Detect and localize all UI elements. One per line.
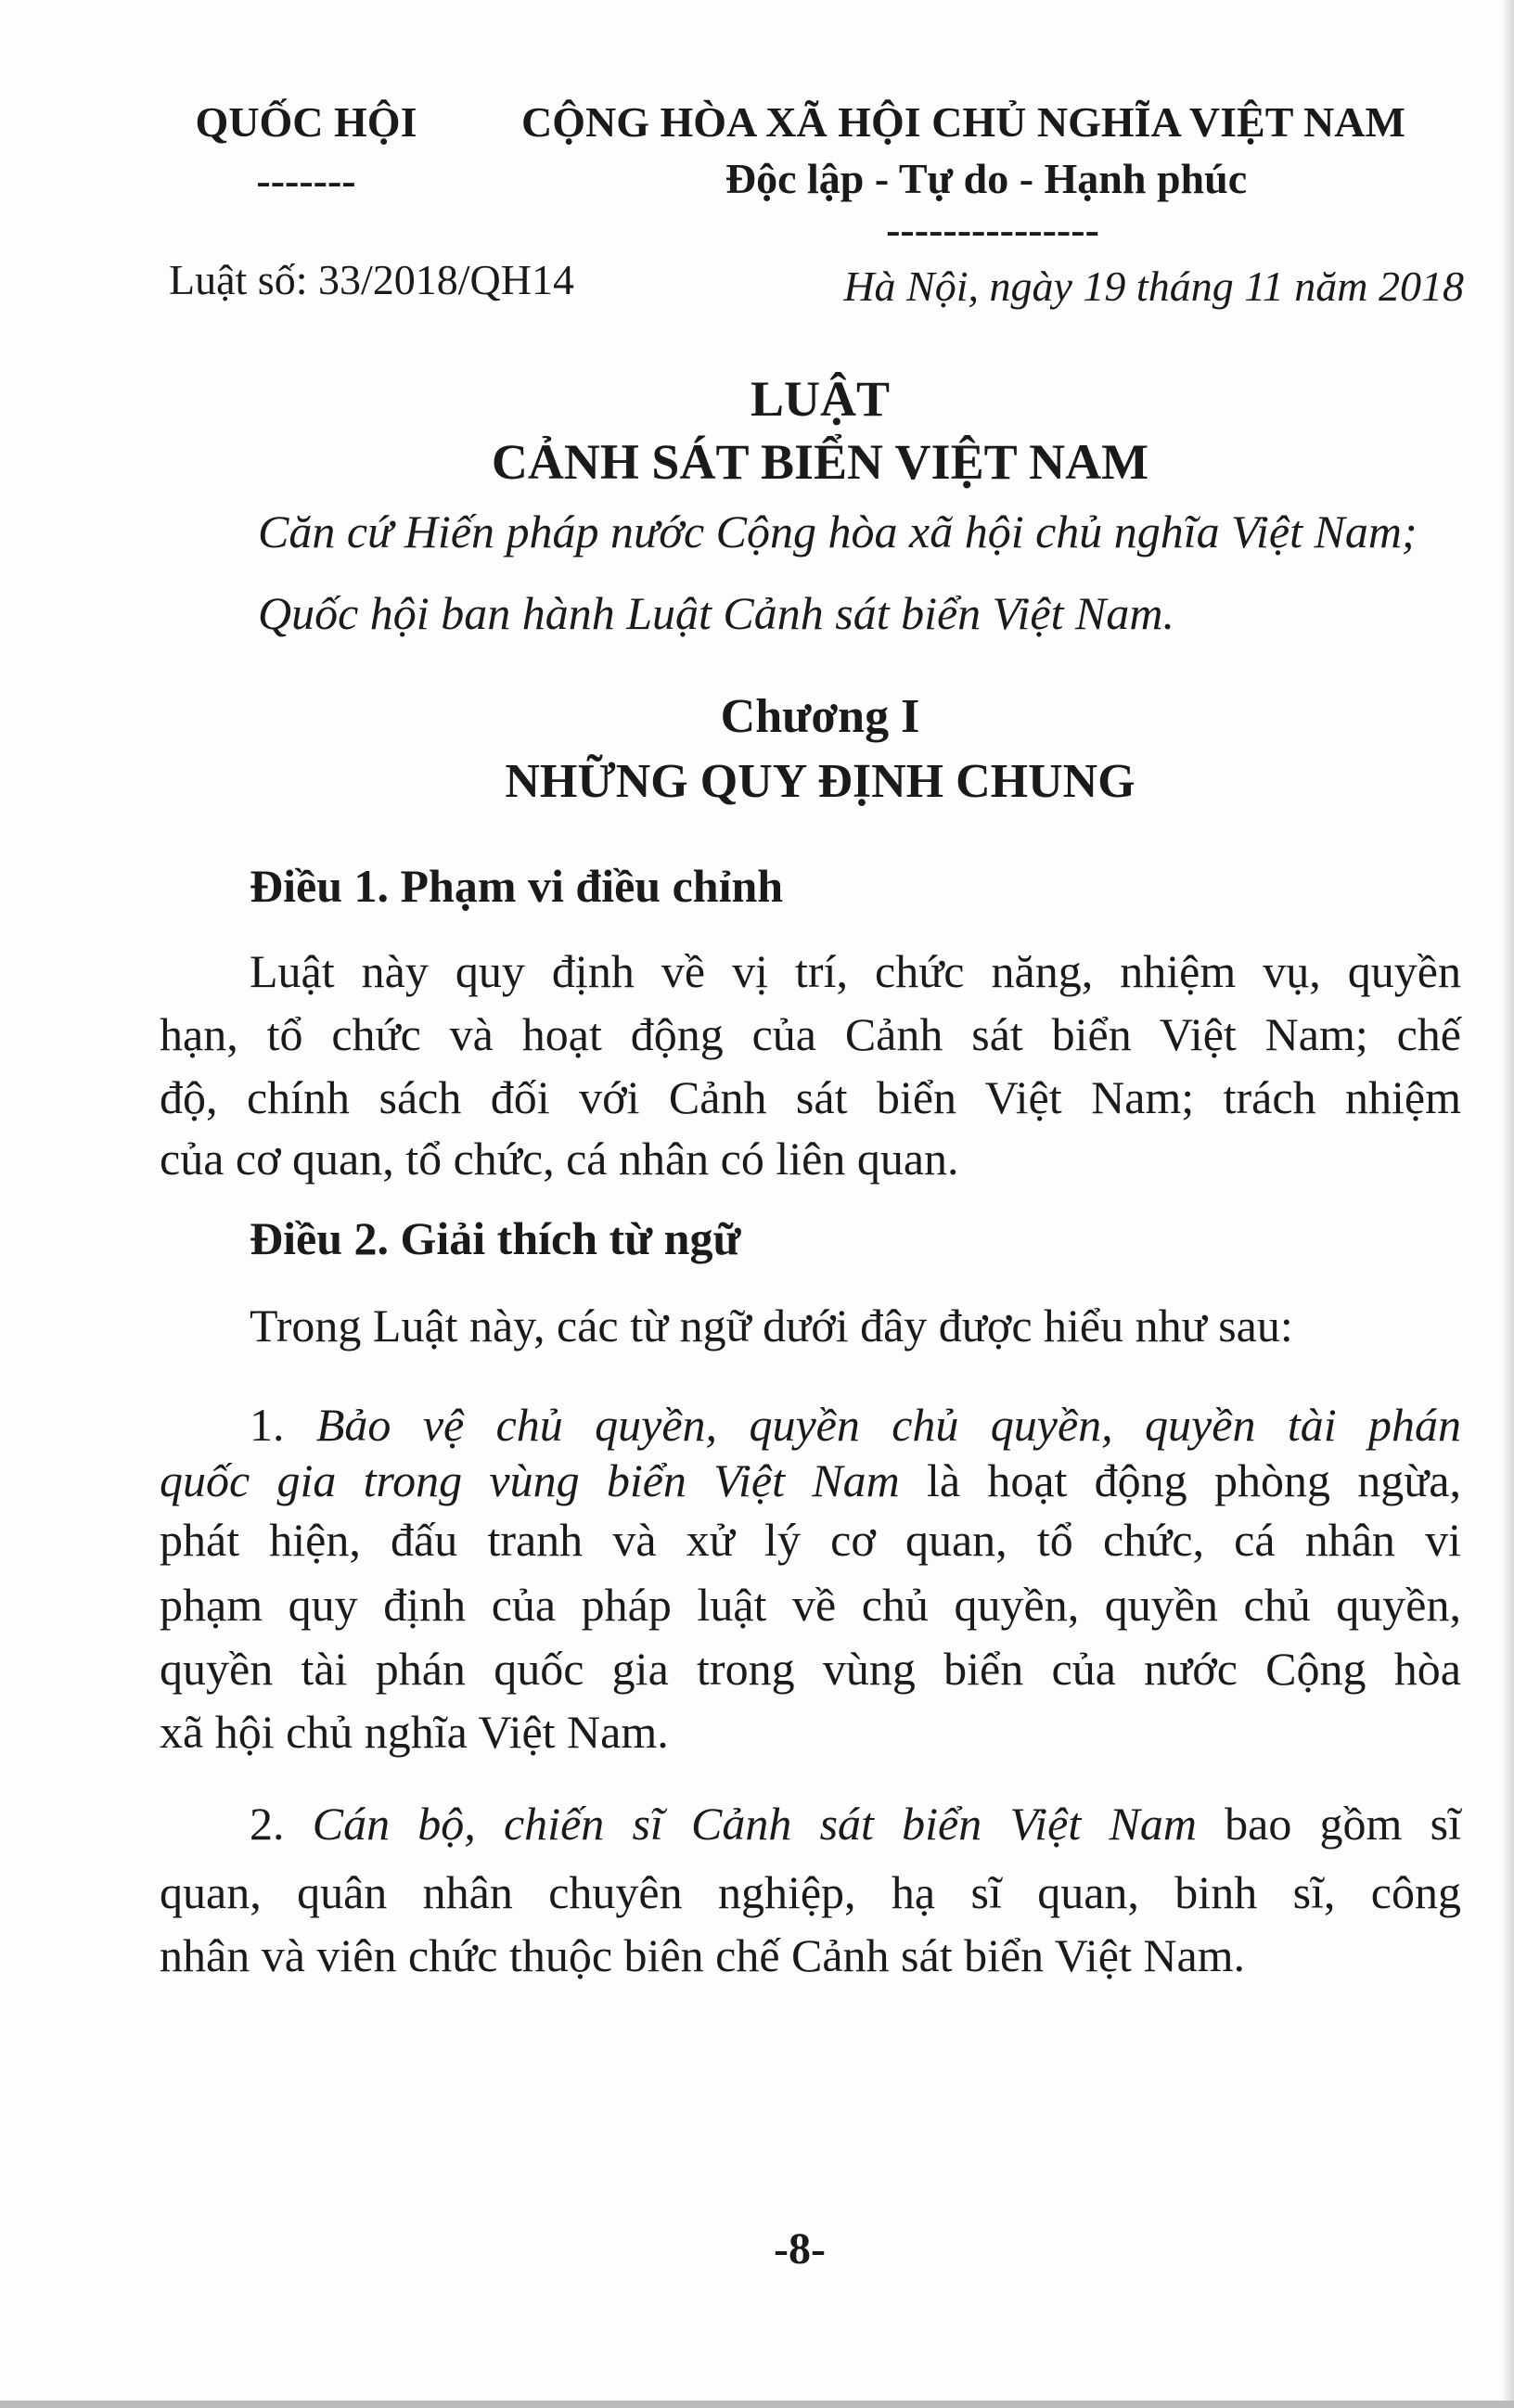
paragraph-line — [160, 1453, 1461, 1508]
text-segment: hạn, tổ chức và hoạt động của Cảnh sát biển Việt Nam; chế — [160, 1008, 1461, 1060]
paragraph-line — [160, 1641, 1461, 1697]
document-type: LUẬT — [750, 371, 891, 427]
paragraph-line — [160, 1864, 1461, 1920]
page-edge-shadow — [1501, 0, 1514, 2408]
text-segment: 2. — [250, 1798, 313, 1850]
paragraph-line — [250, 1397, 1461, 1453]
page-bottom-edge — [0, 2401, 1514, 2408]
document-title: CẢNH SÁT BIỂN VIỆT NAM — [491, 434, 1149, 490]
paragraph-line — [160, 1131, 1461, 1186]
text-segment: Trong Luật này, các từ ngữ dưới đây được hiểu như sau: — [250, 1300, 1293, 1351]
place-date: Hà Nội, ngày 19 tháng 11 năm 2018 — [843, 263, 1464, 310]
text-segment: nhân và viên chức thuộc biên chế Cảnh sát biển Việt Nam. — [160, 1929, 1246, 1981]
article-1-heading: Điều 1. Phạm vi điều chỉnh — [250, 860, 784, 912]
page-number: -8- — [774, 2224, 826, 2274]
text-segment: quyền tài phán quốc gia trong vùng biển của nước Cộng hòa — [160, 1643, 1461, 1695]
text-segment: bao gồm sĩ — [1196, 1798, 1462, 1850]
text-segment: quan, quân nhân chuyên nghiệp, hạ sĩ quan, binh sĩ, công — [160, 1866, 1461, 1918]
paragraph-line — [250, 1796, 1461, 1851]
paragraph-line — [160, 1070, 1461, 1125]
issuing-body: QUỐC HỘI — [195, 98, 417, 146]
defined-term: quốc gia trong vùng biển Việt Nam — [160, 1454, 900, 1506]
defined-term: Bảo vệ chủ quyền, quyền chủ quyền, quyền tài phán — [315, 1399, 1461, 1451]
paragraph-line — [160, 1577, 1461, 1633]
issuing-body-rule: ------- — [256, 157, 356, 204]
chapter-title: NHỮNG QUY ĐỊNH CHUNG — [505, 755, 1136, 808]
law-number: Luật số: 33/2018/QH14 — [169, 256, 574, 303]
paragraph-line — [160, 1006, 1461, 1062]
paragraph-line — [250, 943, 1461, 999]
text-segment: phạm quy định của pháp luật về chủ quyền, quyền chủ quyền, — [160, 1579, 1461, 1631]
paragraph-line — [160, 1928, 1461, 1983]
text-segment: Luật này quy định về vị trí, chức năng, nhiệm vụ, quyền — [250, 945, 1461, 997]
defined-term: Cán bộ, chiến sĩ Cảnh sát biển Việt Nam — [312, 1798, 1197, 1850]
preamble-line: Căn cứ Hiến pháp nước Cộng hòa xã hội chủ nghĩa Việt Nam; — [258, 506, 1418, 557]
paragraph-line — [160, 1512, 1461, 1568]
national-motto: Độc lập - Tự do - Hạnh phúc — [725, 155, 1248, 202]
text-segment: là hoạt động phòng ngừa, — [899, 1454, 1461, 1506]
text-segment: xã hội chủ nghĩa Việt Nam. — [160, 1706, 669, 1758]
text-segment: độ, chính sách đối với Cảnh sát biển Việt Nam; trách nhiệm — [160, 1071, 1461, 1123]
article-2-heading: Điều 2. Giải thích từ ngữ — [250, 1212, 741, 1264]
chapter-number: Chương I — [720, 690, 920, 743]
text-segment: của cơ quan, tổ chức, cá nhân có liên quan. — [160, 1133, 959, 1185]
text-segment: 1. — [250, 1399, 316, 1451]
paragraph-line — [160, 1704, 1461, 1760]
country-name: CỘNG HÒA XÃ HỘI CHỦ NGHĨA VIỆT NAM — [521, 98, 1405, 146]
preamble-line: Quốc hội ban hành Luật Cảnh sát biển Việt Nam. — [258, 587, 1174, 639]
text-segment: phát hiện, đấu tranh và xử lý cơ quan, tổ chức, cá nhân vi — [160, 1514, 1461, 1566]
paragraph-line — [250, 1298, 1461, 1353]
motto-rule: --------------- — [886, 206, 1099, 253]
